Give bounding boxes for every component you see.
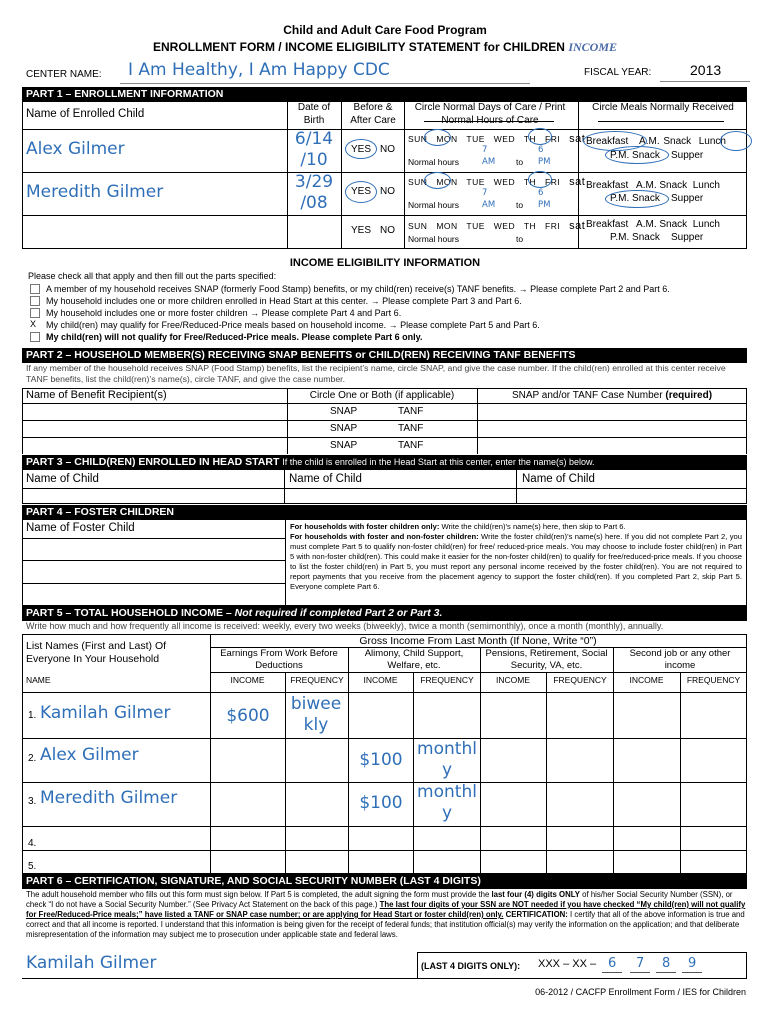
col-head-start-child-2: Name of Child (289, 473, 362, 485)
child-name[interactable]: Meredith Gilmer (26, 182, 164, 202)
center-name-field[interactable]: I Am Healthy, I Am Happy CDC (128, 60, 390, 80)
col-foster-child: Name of Foster Child (26, 522, 135, 534)
part2-description: If any member of the household receives SNAP (Food Stamp) benefits, list the recipient’s name, circle SNAP, and give the case number. If the child(ren) enrolled at this center receive TANF benefits, list the child(ren)’s name(s), circle TANF, and give the case number. (26, 363, 726, 384)
normal-hours-label: Normal hours (408, 157, 460, 167)
to-label: to (516, 234, 524, 244)
circle-mark (720, 131, 752, 151)
days-row[interactable]: SUN MON TUE WED TH FRI sat (408, 176, 586, 188)
end-hour[interactable]: 6 (538, 188, 544, 198)
start-unit[interactable]: AM (482, 157, 496, 167)
meals-line-2[interactable]: P.M. Snack Supper (610, 193, 704, 204)
to-label: to (516, 200, 524, 210)
member-number: 1. (28, 710, 37, 721)
col-meals: Circle Meals Normally Received (592, 102, 734, 113)
col-head-start-child-3: Name of Child (522, 473, 595, 485)
circle-mark (528, 171, 552, 188)
child-name[interactable]: Alex Gilmer (26, 139, 125, 159)
alimony-income[interactable]: $100 (359, 750, 403, 770)
snap-option[interactable]: SNAP (330, 406, 358, 417)
part1-title: PART 1 – ENROLLMENT INFORMATION (22, 87, 747, 102)
col-case-number: SNAP and/or TANF Case Number (required) (511, 390, 713, 401)
circle-mark (424, 129, 451, 146)
col-head-start-child-1: Name of Child (26, 473, 99, 485)
snap-option[interactable]: SNAP (330, 440, 358, 451)
no-option[interactable]: NO (380, 186, 395, 197)
meals-line-1[interactable]: Breakfast A.M. Snack Lunch (586, 136, 726, 147)
tanf-option[interactable]: TANF (398, 423, 424, 434)
member-number: 3. (28, 796, 37, 807)
col-earnings: Earnings From Work Before Deductions (220, 648, 338, 671)
snap-option[interactable]: SNAP (330, 423, 358, 434)
col-frequency: FREQUENCY (420, 675, 474, 685)
part3-title: PART 3 – CHILD(REN) ENROLLED IN HEAD START If the child is enrolled in the Head Start at this center, enter the name(s) below. (22, 455, 747, 470)
part5-title: PART 5 – TOTAL HOUSEHOLD INCOME – Not required if completed Part 2 or Part 3. (22, 606, 747, 621)
no-option[interactable]: NO (380, 225, 395, 236)
part6-title: PART 6 – CERTIFICATION, SIGNATURE, AND SOCIAL SECURITY NUMBER (LAST 4 DIGITS) (22, 874, 747, 889)
member-name[interactable]: Meredith Gilmer (40, 788, 178, 808)
foster-instructions: For households with foster children only: Write the child(ren)’s name(s) here, then skip to Part 6. For households with foster and non-foster children: Write the foster child(ren)’s name(s) here. If you did not complete Part 2, you must complete Part 5 to qualify non-foster child(ren) for free/ reduced-price meals. You may choose to include foster child(ren) in Part 5 with non-foster child(ren). This could make it easier for the non-foster child(ren) to qualify for free/reduced-price meals. If you choose to list the foster child(ren) in Part 5, you must report any personal income received by the foster child(ren). You are not required to report payments that you receive from the placement agency to support the foster child(ren). If you completed Part 2, skip Part 5. Everyone complete Part 6. (290, 522, 742, 591)
gross-income-heading: Gross Income From Last Month (If None, Write “0”) (359, 635, 597, 647)
form-subtitle-tag: INCOME (568, 40, 617, 54)
option-foster: My household includes one or more foster children → Please complete Part 4 and Part 6. (46, 308, 402, 318)
child-dob[interactable]: 3/29 /08 (294, 172, 334, 213)
ssn-digit[interactable]: 8 (662, 956, 671, 971)
meals-line-2[interactable]: P.M. Snack Supper (610, 232, 704, 243)
end-unit[interactable]: PM (538, 200, 551, 210)
circle-mark (345, 181, 377, 203)
end-unit[interactable]: PM (538, 157, 551, 167)
circle-mark (605, 146, 669, 164)
earnings-income[interactable]: $600 (226, 706, 270, 726)
days-row[interactable]: SUN MON TUE WED TH FRI sat (408, 220, 586, 232)
alimony-income[interactable]: $100 (359, 793, 403, 813)
no-option[interactable]: NO (380, 144, 395, 155)
option-income: My child(ren) may qualify for Free/Reduced-Price meals based on household income. → Please complete Part 5 and Part 6. (46, 320, 540, 330)
fiscal-year-field[interactable]: 2013 (690, 62, 722, 78)
meals-line-2[interactable]: P.M. Snack Supper (610, 150, 704, 161)
signature-field[interactable]: Kamilah Gilmer (26, 953, 157, 973)
member-number: 2. (28, 753, 37, 764)
member-name[interactable]: Kamilah Gilmer (40, 703, 171, 723)
certification-text: The adult household member who fills out this form must sign below. If Part 5 is completed, the adult signing the form must provide the last four (4) digits ONLY of his/her Social Security Number (SSN), or check “I do not have a Social Security Number.” (See Privacy Act Statement on the back of this page.) The last four digits of your SSN are NOT needed if you have checked “My child(ren) will not qualify for Free/Reduced-Price meals;” have listed a TANF or SNAP case number; or are applying for Head Start or foster child(ren) only. CERTIFICATION: I certify that all of the above information is true and correct and that all income is reported. I understand that this information is being given for the receipt of federal funds; that institution official(s) may verify the information on the application; and that deliberate misrepresentation of the information may subject me to prosecution under applicable state and federal laws. (26, 890, 746, 939)
to-label: to (516, 157, 524, 167)
child-dob[interactable]: 6/14 /10 (294, 129, 334, 170)
yes-option[interactable]: YES (351, 186, 372, 197)
checkbox-foster[interactable] (30, 308, 40, 318)
normal-hours-label: Normal hours (408, 234, 460, 244)
form-footer: 06-2012 / CACFP Enrollment Form / IES for Children (535, 987, 746, 997)
col-days-care: Circle Normal Days of Care / Print Normal Hours of Care (414, 102, 566, 126)
option-head-start: My household includes one or more children enrolled in Head Start at this center. → Please complete Part 3 and Part 6. (46, 296, 522, 306)
part4-title: PART 4 – FOSTER CHILDREN (22, 505, 747, 520)
start-unit[interactable]: AM (482, 200, 496, 210)
alimony-frequency[interactable]: monthly (417, 739, 477, 780)
x-mark[interactable]: X (30, 319, 37, 329)
checkbox-not-qualify[interactable] (30, 332, 40, 342)
fiscal-year-label: FISCAL YEAR: (584, 67, 652, 78)
ssn-digit[interactable]: 7 (636, 956, 645, 971)
col-frequency: FREQUENCY (686, 675, 741, 685)
col-alimony: Alimony, Child Support, Welfare, etc. (364, 648, 464, 671)
col-frequency: FREQUENCY (290, 675, 344, 685)
checkbox-snap-tanf[interactable] (30, 284, 40, 294)
col-circle-one: Circle One or Both (if applicable) (309, 390, 455, 401)
col-income: INCOME (496, 675, 530, 685)
member-name[interactable]: Alex Gilmer (40, 745, 139, 765)
ssn-digit[interactable]: 9 (688, 956, 697, 971)
ssn-label: (LAST 4 DIGITS ONLY): (421, 961, 521, 971)
start-hour[interactable]: 7 (482, 145, 488, 155)
col-second-job: Second job or any other income (629, 648, 731, 671)
start-hour[interactable]: 7 (482, 188, 488, 198)
tanf-option[interactable]: TANF (398, 406, 424, 417)
option-not-qualify: My child(ren) will not qualify for Free/Reduced-Price meals. Please complete Part 6 only. (46, 332, 423, 342)
member-number: 5. (28, 861, 37, 872)
col-name: NAME (26, 675, 51, 685)
col-income: INCOME (230, 675, 265, 685)
center-name-label: CENTER NAME: (26, 69, 102, 80)
earnings-frequency[interactable]: biweekly (290, 694, 342, 735)
part2-title: PART 2 – HOUSEHOLD MEMBER(S) RECEIVING SNAP BENEFITS or CHILD(REN) RECEIVING TANF BENEFITS (22, 348, 747, 363)
col-before-after: Before & After Care (350, 102, 396, 126)
ssn-digit[interactable]: 6 (608, 956, 617, 971)
days-row[interactable]: SUN MON TUE WED TH FRI sat (408, 133, 586, 145)
option-snap-tanf: A member of my household receives SNAP (formerly Food Stamp) benefits, or my child(ren) receive(s) TANF benefits. → Please complete Part 2 and Part 6. (46, 284, 670, 294)
form-title: Child and Adult Care Food Program (283, 23, 487, 37)
col-household-names: List Names (First and Last) Of Everyone In Your Household (26, 640, 167, 665)
form-subtitle (0, 40, 770, 55)
normal-hours-label: Normal hours (408, 200, 460, 210)
circle-mark (345, 139, 377, 159)
yes-option[interactable]: YES (351, 225, 372, 236)
col-income: INCOME (629, 675, 664, 685)
yes-option[interactable]: YES (351, 144, 372, 155)
meals-line-1[interactable]: Breakfast A.M. Snack Lunch (586, 219, 720, 230)
col-enrolled-child: Name of Enrolled Child (26, 108, 145, 120)
meals-line-1[interactable]: Breakfast A.M. Snack Lunch (586, 180, 720, 191)
alimony-frequency[interactable]: monthly (417, 782, 477, 823)
member-number: 4. (28, 838, 37, 849)
eligibility-instruction: Please check all that apply and then fill out the parts specified: (28, 271, 277, 281)
col-frequency: FREQUENCY (553, 675, 607, 685)
tanf-option[interactable]: TANF (398, 440, 424, 451)
end-hour[interactable]: 6 (538, 145, 544, 155)
col-income: INCOME (363, 675, 398, 685)
col-pensions: Pensions, Retirement, Social Security, VA, etc. (485, 648, 608, 671)
part5-description: Write how much and how frequently all income is received: weekly, every two weeks (biweekly), twice a month (semimonthly), once a month (monthly), annually. (26, 621, 664, 631)
col-benefit-recipient: Name of Benefit Recipient(s) (26, 389, 167, 401)
circle-mark (528, 128, 552, 145)
eligibility-title: INCOME ELIGIBILITY INFORMATION (289, 257, 481, 269)
form-subtitle-text: ENROLLMENT FORM / INCOME ELIGIBILITY STATEMENT for CHILDREN (152, 40, 565, 54)
checkbox-head-start[interactable] (30, 296, 40, 306)
circle-mark (605, 190, 669, 208)
col-dob: Date of Birth (297, 102, 331, 126)
ssn-prefix: XXX – XX – (538, 958, 597, 970)
circle-mark (424, 172, 451, 189)
